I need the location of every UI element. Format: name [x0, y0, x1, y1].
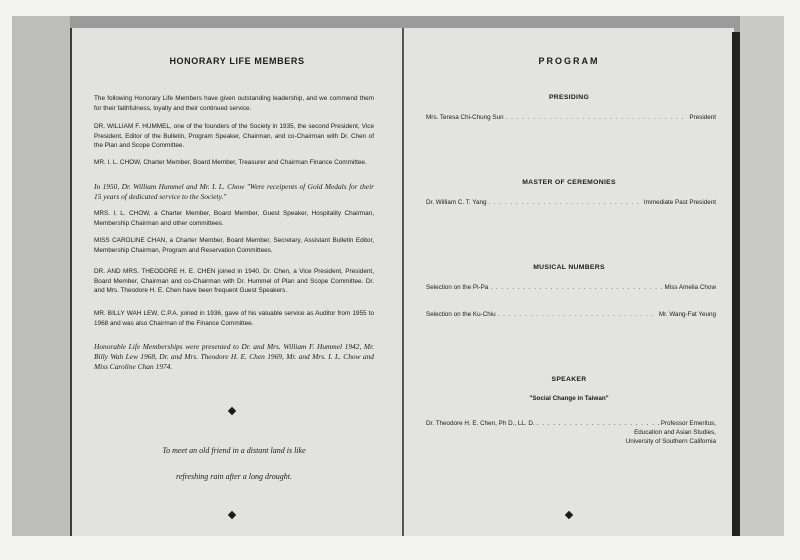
master-role: Immediate Past President [643, 199, 716, 206]
table-surface-right [740, 16, 784, 536]
member-chow: MR. I. L. CHOW, Charter Member, Board Member, Treasurer and Chairman Finance Committee. [94, 159, 367, 166]
diamond-ornament-right [565, 511, 573, 519]
member-lew: MR. BILLY WAH LEW, C.P.A. joined in 1936, gave of his valuable service as Auditor from 1955 to 1968 and was also Chairman of the Finance Committee. [94, 310, 374, 327]
speaker-name: Dr. Theodore H. E. Chen, Ph D., LL. D. [426, 420, 535, 427]
table-surface-left [12, 16, 70, 536]
diamond-ornament [228, 407, 236, 415]
right-page [402, 28, 734, 536]
presiding-role: President [689, 114, 716, 121]
master-row [426, 199, 716, 206]
music-item-name: Selection on the Pi-Pa [426, 284, 489, 291]
speaker-block [426, 419, 716, 446]
music-item-name: Selection on the Ku-Chiu [426, 311, 496, 318]
presiding-row [426, 114, 716, 121]
speaker-title-2: Education and Asian Studies, [634, 429, 716, 436]
music-heading: MUSICAL NUMBERS [533, 264, 605, 271]
gold-medal-note: In 1950, Dr. William Hummel and Mr. I. L. Chow "Were receipents of Gold Medals for their 15 years of dedicated service to the Society." [94, 182, 374, 201]
quote-line-2: refreshing rain after a long drought. [176, 472, 292, 481]
speaker-heading: SPEAKER [551, 376, 587, 383]
member-mrs-chow: MRS. I. L. CHOW, a Charter Member, Board Member, Guest Speaker, Hospitality Chairman, Membership Chairman and other committees. [94, 210, 374, 227]
member-hummel: DR. WILLIAM F. HUMMEL, one of the founders of the Society in 1935, the second President, Vice President, Editor of the Bulletin, Program Speaker, Chairman, and co-Chairman with Dr. Chen of the Plan and Scope Committee. [94, 123, 374, 150]
left-page-title: HONORARY LIFE MEMBERS [169, 56, 305, 66]
memberships-note: Honorable Life Memberships were presented to Dr. and Mrs. William F. Hummel 1942, Mr. Billy Wah Lew 1968, Dr. and Mrs. Theodore H. E. Chen 1969, Mr. and Mrs. I. L. Chow and Miss Caroline Chan 1974. [94, 342, 374, 371]
leader-dots [490, 284, 662, 291]
music-row [426, 311, 716, 318]
presiding-heading: PRESIDING [548, 94, 590, 101]
member-chen: DR. AND MRS. THEODORE H. E. CHEN joined in 1940. Dr. Chen, a Vice President, President, Board Member, Chairman and co-Chairman with Dr. Hummel of Plan and Scope Committee. Dr. and Mrs. Theodore H. E. Chen have been frequent Guest Speakers. [94, 268, 374, 295]
talk-title: "Social Change in Taiwan" [529, 395, 609, 402]
diamond-ornament-bottom [228, 511, 236, 519]
master-name: Dr. William C. T. Yang [426, 199, 487, 206]
leader-dots [498, 311, 657, 318]
leader-dots [506, 114, 688, 121]
speaker-title-1: Professor Emeritus, [660, 420, 716, 427]
left-page [70, 28, 402, 536]
program-title: PROGRAM [538, 56, 600, 66]
leader-dots [489, 199, 642, 206]
music-item-performer: Miss Amelia Chow [664, 284, 716, 291]
master-heading: MASTER OF CEREMONIES [522, 179, 616, 186]
music-item-performer: Mr. Wang-Fat Yeung [658, 311, 716, 318]
presiding-name: Mrs. Teresa Chi-Chung Sun [426, 114, 504, 121]
booklet-edge [732, 32, 740, 536]
intro-paragraph: The following Honorary Life Members have given outstanding leadership, and we commend them for their faithfulness, loyalty and their continued service. [94, 95, 374, 112]
quote-line-1: To meet an old friend in a distant land is like [162, 446, 306, 455]
music-row [426, 284, 716, 291]
leader-dots [537, 419, 659, 428]
speaker-title-3: University of Southern California [625, 438, 716, 445]
member-chan: MISS CAROLINE CHAN, a Charter Member, Board Member, Secretary, Assistant Bulletin Editor, Membership Chairman, Program and Reservation Committees. [94, 237, 374, 254]
